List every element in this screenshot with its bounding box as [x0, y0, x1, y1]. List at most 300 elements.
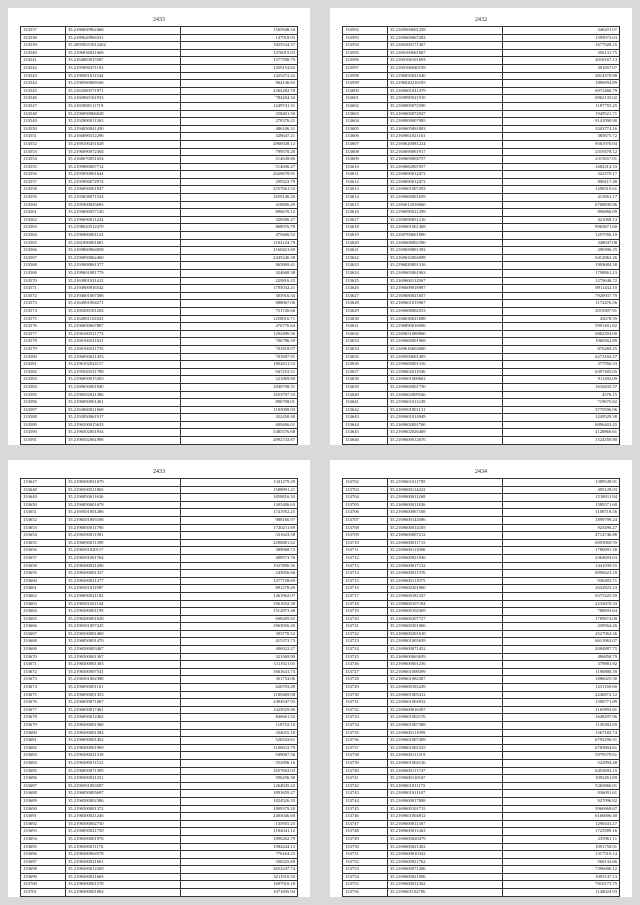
amount-cell: 1565948.34	[181, 27, 298, 35]
coordinate-cell: 35.2199601081779	[66, 270, 181, 278]
row-id-cell: 133712	[343, 554, 388, 562]
coordinate-cell: 35.2186050962466	[66, 27, 181, 35]
table-row	[343, 813, 620, 821]
row-id-cell: 133582	[21, 368, 66, 376]
table-row	[343, 759, 620, 767]
row-id-cell: 133608	[343, 148, 388, 156]
amount-cell: 2128860.61	[503, 429, 620, 437]
coordinate-cell: 35.2196850005697	[66, 790, 181, 798]
table-row	[21, 866, 298, 874]
row-id-cell: 133546	[21, 95, 66, 103]
table-row	[21, 699, 298, 707]
row-id-cell: 133642	[343, 406, 388, 414]
coordinate-cell: 35.2169608002390	[388, 239, 503, 247]
coordinate-cell: 35.2169600067283	[388, 34, 503, 42]
table-row	[21, 889, 298, 897]
amount-cell: 5485376.68	[181, 429, 298, 437]
amount-cell: 7810175.75	[503, 881, 620, 889]
row-id-cell: 133730	[343, 691, 388, 699]
table-row	[21, 80, 298, 88]
coordinate-cell: 35.2196501002388	[66, 676, 181, 684]
amount-cell: 1459154.82	[181, 64, 298, 72]
table-row	[343, 49, 620, 57]
amount-cell: 2494947.93	[181, 699, 298, 707]
table-row	[343, 516, 620, 524]
table-row	[343, 330, 620, 338]
table-row	[343, 828, 620, 836]
amount-cell: 7396006.12	[503, 866, 620, 874]
coordinate-cell: 35.2169600010342	[388, 851, 503, 859]
table-row	[21, 501, 298, 509]
table-row	[21, 292, 298, 300]
row-id-cell: 133711	[343, 547, 388, 555]
table-row	[21, 383, 298, 391]
table-row	[343, 684, 620, 692]
coordinate-cell: 35.2169632004098	[388, 254, 503, 262]
coordinate-cell: 35.2169601061368	[388, 224, 503, 232]
amount-cell: 6397405.65	[503, 368, 620, 376]
table-row	[21, 209, 298, 217]
coordinate-cell: 35.2169601004812	[388, 813, 503, 821]
table-row	[21, 323, 298, 331]
row-id-cell: 133670	[21, 653, 66, 661]
row-id-cell: 133748	[343, 828, 388, 836]
table-row	[21, 759, 298, 767]
amount-cell: 1886025.30	[503, 676, 620, 684]
row-id-cell: 133734	[343, 722, 388, 730]
row-id-cell: 133682	[21, 744, 66, 752]
amount-cell: 1657663.03	[181, 767, 298, 775]
row-id-cell: 133710	[343, 539, 388, 547]
row-id-cell: 133728	[343, 676, 388, 684]
table-row	[343, 391, 620, 399]
amount-cell: 2084887.75	[503, 646, 620, 654]
coordinate-cell: 35.2169005072590	[388, 102, 503, 110]
row-id-cell: 133722	[343, 630, 388, 638]
amount-cell: 8911432.10	[503, 285, 620, 293]
row-id-cell: 133723	[343, 638, 388, 646]
row-id-cell: 133549	[21, 118, 66, 126]
amount-cell: 2296881.62	[181, 539, 298, 547]
table-row	[343, 277, 620, 285]
row-id-cell: 133659	[21, 570, 66, 578]
table-row	[343, 133, 620, 141]
coordinate-cell: 35.2169600011463	[388, 828, 503, 836]
amount-cell: 1279646.72	[503, 277, 620, 285]
coordinate-cell: 35.2196500021246	[66, 813, 181, 821]
coordinate-cell: 35.2169600183249	[388, 684, 503, 692]
table-row	[343, 406, 620, 414]
table-row	[21, 102, 298, 110]
row-id-cell: 133676	[21, 699, 66, 707]
row-id-cell: 133644	[343, 421, 388, 429]
row-id-cell: 133598	[343, 72, 388, 80]
row-id-cell: 133572	[21, 292, 66, 300]
row-id-cell: 133626	[343, 285, 388, 293]
coordinate-cell: 35.2169600012670	[388, 437, 503, 445]
coordinate-cell: 35.2163901031412	[66, 277, 181, 285]
row-id-cell: 133747	[343, 820, 388, 828]
table-row	[343, 361, 620, 369]
row-id-cell: 133556	[21, 171, 66, 179]
row-id-cell: 133654	[21, 532, 66, 540]
table-row	[343, 42, 620, 50]
row-id-cell: 133629	[343, 307, 388, 315]
coordinate-cell: 35.2169608002553	[388, 307, 503, 315]
row-id-cell: 133657	[21, 554, 66, 562]
table-row	[21, 285, 298, 293]
table-row	[21, 881, 298, 889]
page-number: 2433	[153, 469, 165, 475]
coordinate-cell: 35.2196850071395	[66, 767, 181, 775]
table-row	[21, 353, 298, 361]
coordinate-cell: 35.2169600011376	[388, 570, 503, 578]
amount-cell: 1825534.37	[181, 42, 298, 50]
row-id-cell: 133714	[343, 570, 388, 578]
table-row	[343, 262, 620, 270]
amount-cell: 356131.75	[503, 49, 620, 57]
amount-cell: 1317510.14	[503, 851, 620, 859]
table-row	[21, 34, 298, 42]
row-id-cell: 133663	[21, 600, 66, 608]
coordinate-cell: 35.2196090021299	[388, 209, 503, 217]
row-id-cell: 133687	[21, 782, 66, 790]
row-id-cell: 133615	[343, 201, 388, 209]
row-id-cell: 133569	[21, 270, 66, 278]
amount-cell: 1251169.60	[503, 684, 620, 692]
table-row	[21, 42, 298, 50]
table-row	[343, 171, 620, 179]
amount-cell: 1824526.33	[181, 797, 298, 805]
table-row	[21, 570, 298, 578]
coordinate-cell: 35.2196502061896	[66, 437, 181, 445]
amount-cell: 5991401.82	[503, 323, 620, 331]
amount-cell: 413961.17	[503, 194, 620, 202]
coordinate-cell: 35.2196501007245	[66, 623, 181, 631]
table-row	[21, 767, 298, 775]
amount-cell: 1616435.37	[503, 383, 620, 391]
amount-cell: 896708.01	[181, 399, 298, 407]
row-id-cell: 133646	[343, 437, 388, 445]
amount-cell: 6575225.59	[503, 592, 620, 600]
table-row	[343, 706, 620, 714]
table-row	[343, 714, 620, 722]
table-row	[343, 782, 620, 790]
coordinate-cell: 35.2195900025693	[66, 201, 181, 209]
coordinate-cell: 35.2169600011268	[388, 494, 503, 502]
table-row	[343, 630, 620, 638]
row-id-cell: 133548	[21, 110, 66, 118]
row-id-cell: 133586	[21, 399, 66, 407]
table-row	[343, 600, 620, 608]
table-row	[21, 125, 298, 133]
coordinate-cell: 35.2169602011946	[388, 368, 503, 376]
row-id-cell: 133705	[343, 501, 388, 509]
amount-cell: 6962135.02	[503, 95, 620, 103]
amount-cell: 2403046.60	[181, 813, 298, 821]
coordinate-cell: 35.2195850061644	[66, 171, 181, 179]
amount-cell: 496922.27	[181, 646, 298, 654]
table-row	[21, 479, 298, 487]
document-page	[330, 460, 632, 897]
amount-cell: 278376.21	[181, 118, 298, 126]
amount-cell: 9561970.04	[503, 140, 620, 148]
amount-cell: 1588891.21	[181, 486, 298, 494]
amount-cell: 701818.97	[181, 345, 298, 353]
coordinate-cell: 35.2164901004271	[66, 300, 181, 308]
table-row	[343, 797, 620, 805]
table-row	[343, 376, 620, 384]
row-id-cell: 133703	[343, 486, 388, 494]
row-id-cell: 133715	[343, 577, 388, 585]
amount-cell: 6993969.59	[503, 539, 620, 547]
row-id-cell: 133540	[21, 49, 66, 57]
coordinate-cell: 35.2196850611636	[66, 494, 181, 502]
row-id-cell: 133603	[343, 110, 388, 118]
row-id-cell: 133543	[21, 72, 66, 80]
amount-cell: 1961652.38	[181, 600, 298, 608]
coordinate-cell: 35.2196501021144	[66, 600, 181, 608]
row-id-cell: 133638	[343, 376, 388, 384]
amount-cell: 1659146.26	[181, 194, 298, 202]
row-id-cell: 133614	[343, 194, 388, 202]
amount-cell: 2620678.91	[181, 171, 298, 179]
table-row	[343, 178, 620, 186]
amount-cell: 486106.31	[181, 125, 298, 133]
coordinate-cell: 35.2169600111999	[388, 729, 503, 737]
coordinate-cell: 35.2196020216195	[388, 80, 503, 88]
row-id-cell: 133751	[343, 851, 388, 859]
table-row	[343, 691, 620, 699]
row-id-cell: 133568	[21, 262, 66, 270]
coordinate-cell: 35.2169690012472	[388, 171, 503, 179]
amount-cell: 1290441.27	[503, 820, 620, 828]
coordinate-cell: 35.2169600017132	[388, 562, 503, 570]
table-row	[21, 247, 298, 255]
table-row	[343, 368, 620, 376]
coordinate-cell: 35.2169100521631	[66, 338, 181, 346]
amount-cell: 6453692.15	[503, 767, 620, 775]
table-row	[21, 684, 298, 692]
row-id-cell: 133639	[343, 383, 388, 391]
amount-cell: 1982444.13	[181, 843, 298, 851]
table-row	[343, 232, 620, 240]
row-id-cell: 133579	[21, 345, 66, 353]
coordinate-cell: 35.2169600071452	[388, 646, 503, 654]
coordinate-cell: 35.2169601011107	[388, 790, 503, 798]
table-row	[343, 80, 620, 88]
amount-cell: 911492.09	[503, 376, 620, 384]
coordinate-cell: 35.2196500061976	[66, 835, 181, 843]
table-row	[21, 608, 298, 616]
row-id-cell: 133544	[21, 80, 66, 88]
row-id-cell: 133688	[21, 790, 66, 798]
coordinate-cell: 35.2169690051216	[388, 216, 503, 224]
table-row	[21, 615, 298, 623]
row-id-cell: 133555	[21, 163, 66, 171]
data-table	[342, 478, 620, 897]
table-row	[21, 140, 298, 148]
coordinate-cell: 35.2169600001968	[388, 338, 503, 346]
coordinate-cell: 35.2169500601258	[388, 27, 503, 35]
table-row	[343, 270, 620, 278]
coordinate-cell: 35.2196900061122	[66, 232, 181, 240]
amount-cell: 1896994.89	[503, 80, 620, 88]
coordinate-cell: 35.2169600011307	[388, 820, 503, 828]
coordinate-cell: 35.2169600111006	[388, 547, 503, 555]
row-id-cell: 133739	[343, 759, 388, 767]
amount-cell: 1677928.25	[503, 42, 620, 50]
amount-cell: 1512873.46	[181, 608, 298, 616]
row-id-cell: 133566	[21, 247, 66, 255]
table-row	[21, 148, 298, 156]
row-id-cell: 133736	[343, 737, 388, 745]
row-id-cell: 133636	[343, 361, 388, 369]
coordinate-cell: 35.2196500021277	[66, 577, 181, 585]
row-id-cell: 133619	[343, 232, 388, 240]
coordinate-cell: 35.2169600116547	[388, 775, 503, 783]
table-row	[343, 524, 620, 532]
table-row	[343, 744, 620, 752]
table-row	[343, 623, 620, 631]
table-row	[343, 194, 620, 202]
table-row	[343, 201, 620, 209]
table-row	[343, 585, 620, 593]
amount-cell: 719675.62	[503, 399, 620, 407]
row-id-cell: 133587	[21, 406, 66, 414]
row-id-cell: 133590	[21, 429, 66, 437]
amount-cell: 1305406.63	[181, 501, 298, 509]
coordinate-cell: 35.2169605061963	[388, 270, 503, 278]
table-row	[21, 486, 298, 494]
table-row	[343, 118, 620, 126]
row-id-cell: 133650	[21, 501, 66, 509]
amount-cell: 418896.49	[181, 201, 298, 209]
amount-cell: 1249741.31	[181, 102, 298, 110]
coordinate-cell: 35.2169106040159	[388, 64, 503, 72]
amount-cell: 6972466.79	[503, 87, 620, 95]
row-id-cell: 133744	[343, 797, 388, 805]
amount-cell: 526543.61	[181, 737, 298, 745]
amount-cell: 324668.38	[181, 270, 298, 278]
coordinate-cell: 35.2169609004757	[388, 156, 503, 164]
table-row	[343, 889, 620, 897]
coordinate-cell: 35.2196850001402	[66, 737, 181, 745]
table-row	[343, 292, 620, 300]
table-row	[343, 653, 620, 661]
row-id-cell: 133672	[21, 668, 66, 676]
coordinate-cell: 35.2169601007293	[388, 186, 503, 194]
table-row	[21, 307, 298, 315]
coordinate-cell: 35.2196090072304	[66, 148, 181, 156]
coordinate-cell: 35.2169601005638	[388, 638, 503, 646]
amount-cell: 891278.49	[181, 585, 298, 593]
coordinate-cell: 35.2196100521774	[66, 330, 181, 338]
row-id-cell: 133559	[21, 194, 66, 202]
coordinate-cell: 35.2196850001353	[66, 691, 181, 699]
row-id-cell: 133690	[21, 805, 66, 813]
coordinate-cell: 35.2169600020479	[388, 835, 503, 843]
table-row	[343, 125, 620, 133]
row-id-cell: 133671	[21, 661, 66, 669]
row-id-cell: 133605	[343, 125, 388, 133]
table-row	[21, 600, 298, 608]
row-id-cell: 133720	[343, 615, 388, 623]
coordinate-cell: 35.2169600067108	[388, 509, 503, 517]
table-row	[343, 532, 620, 540]
row-id-cell: 133754	[343, 873, 388, 881]
amount-cell: 964146.65	[181, 80, 298, 88]
coordinate-cell: 35.2196501011987	[66, 585, 181, 593]
amount-cell: 514696.27	[181, 163, 298, 171]
row-id-cell: 133618	[343, 224, 388, 232]
table-row	[343, 353, 620, 361]
row-id-cell: 133716	[343, 585, 388, 593]
table-row	[21, 843, 298, 851]
row-id-cell: 133674	[21, 684, 66, 692]
coordinate-cell: 35.2189620966331	[66, 34, 181, 42]
amount-cell: 299323.79	[181, 178, 298, 186]
amount-cell: 988166.97	[181, 516, 298, 524]
table-row	[343, 592, 620, 600]
row-id-cell: 133737	[343, 744, 388, 752]
coordinate-cell: 35.2169600104369	[388, 608, 503, 616]
row-id-cell: 133600	[343, 87, 388, 95]
table-row	[21, 239, 298, 247]
coordinate-cell: 35.2169860064858	[66, 247, 181, 255]
table-row	[343, 835, 620, 843]
amount-cell: 1189469.08	[181, 691, 298, 699]
table-row	[21, 532, 298, 540]
coordinate-cell: 35.2196500011176	[66, 843, 181, 851]
table-row	[21, 828, 298, 836]
coordinate-cell: 35.2169600011826	[388, 501, 503, 509]
coordinate-cell: 35.2169600001750	[388, 383, 503, 391]
coordinate-cell: 35.2169061021161	[388, 133, 503, 141]
amount-cell: 1524350.80	[503, 437, 620, 445]
table-row	[343, 570, 620, 578]
table-row	[343, 479, 620, 487]
table-row	[21, 782, 298, 790]
table-row	[343, 239, 620, 247]
amount-cell: 348047.08	[503, 239, 620, 247]
row-id-cell: 133581	[21, 361, 66, 369]
row-id-cell: 133708	[343, 524, 388, 532]
coordinate-cell: 35.2196850017461	[66, 706, 181, 714]
row-id-cell: 133685	[21, 767, 66, 775]
coordinate-cell: 35.2169600011362	[388, 881, 503, 889]
amount-cell: 1108718.56	[503, 509, 620, 517]
row-id-cell: 133584	[21, 383, 66, 391]
coordinate-cell: 35.2169600021836	[388, 554, 503, 562]
coordinate-cell: 35.2193908061377	[66, 262, 181, 270]
row-id-cell: 133701	[21, 889, 66, 897]
row-id-cell: 133689	[21, 797, 66, 805]
amount-cell: 799578.20	[181, 148, 298, 156]
amount-cell: 888067.06	[181, 300, 298, 308]
table-row	[21, 676, 298, 684]
amount-cell: 9141090.90	[503, 118, 620, 126]
amount-cell: 229816.25	[181, 277, 298, 285]
amount-cell: 896670.12	[181, 209, 298, 217]
row-id-cell: 133694	[21, 835, 66, 843]
row-id-cell: 133691	[21, 813, 66, 821]
table-row	[343, 64, 620, 72]
row-id-cell: 133662	[21, 592, 66, 600]
coordinate-cell: 35.2196850061947	[66, 186, 181, 194]
table-row	[21, 509, 298, 517]
coordinate-cell: 35.2196850066628	[66, 110, 181, 118]
